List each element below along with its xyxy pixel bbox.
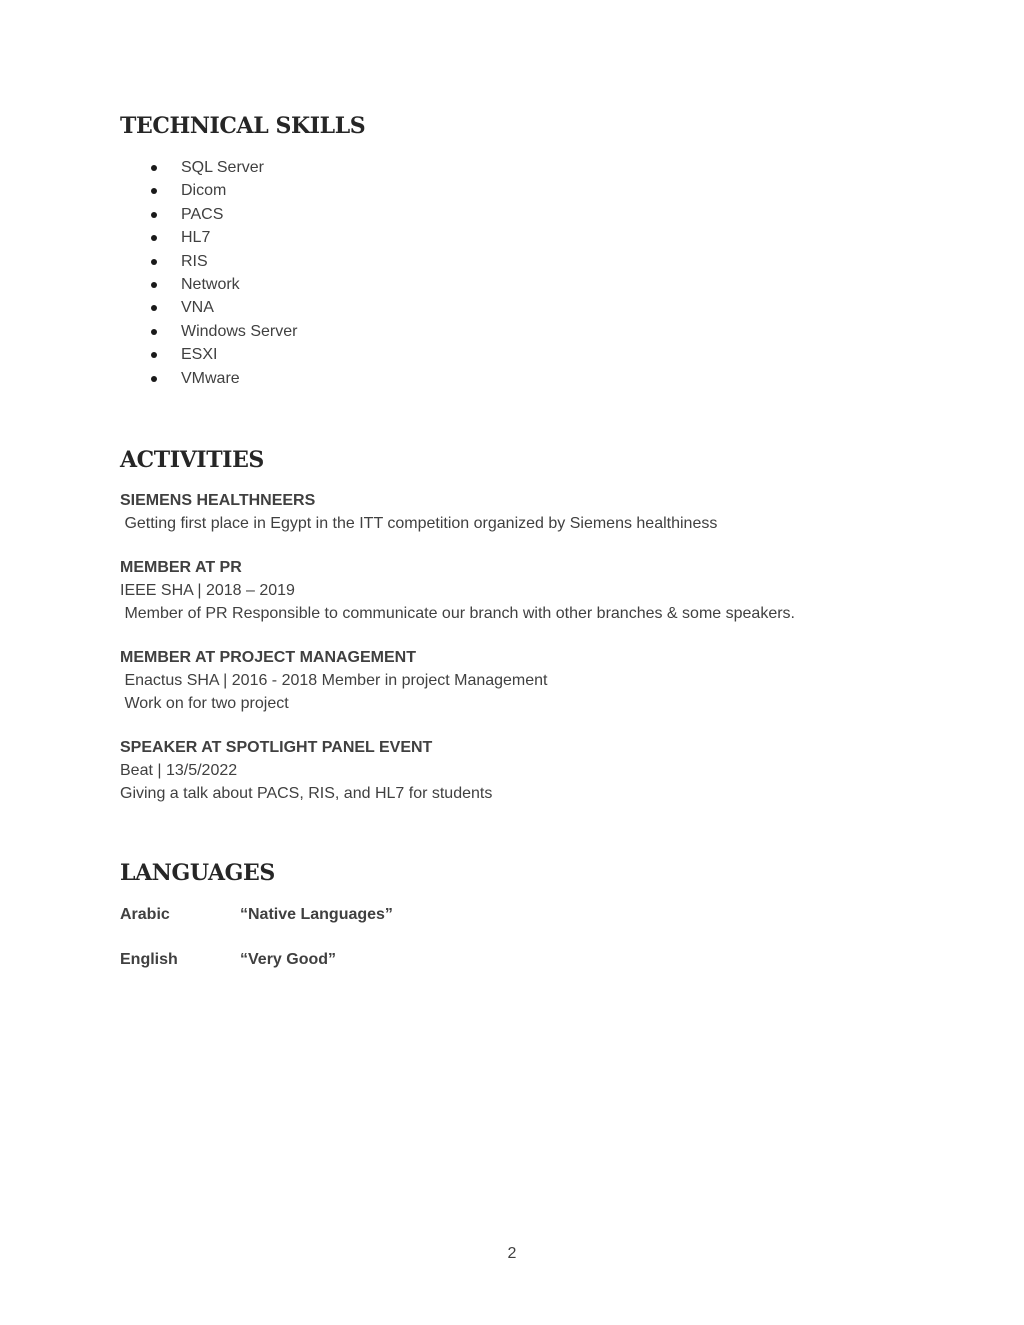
skill-item (120, 179, 297, 202)
skill-label: Network (181, 275, 240, 293)
skill-item (120, 226, 297, 249)
activity-description: Giving a talk about PACS, RIS, and HL7 for students (120, 785, 493, 802)
activity-entry (120, 646, 548, 715)
skill-item (120, 203, 297, 226)
activity-title: SPEAKER AT SPOTLIGHT PANEL EVENT (120, 739, 433, 756)
bullet-icon (151, 352, 157, 358)
skill-label: RIS (181, 252, 208, 270)
skill-label: PACS (181, 205, 224, 223)
skill-label: Windows Server (181, 322, 298, 340)
activity-description: Member of PR Responsible to communicate our branch with other branches & some speakers. (120, 605, 795, 622)
activity-organization: Enactus SHA | 2016 - 2018 Member in project Management (120, 672, 548, 689)
languages-heading: LANGUAGES (120, 860, 275, 886)
bullet-icon (151, 305, 157, 311)
activity-organization: IEEE SHA | 2018 – 2019 (120, 582, 295, 599)
activity-entry (120, 489, 717, 535)
bullet-icon (151, 329, 157, 335)
skill-item (120, 320, 297, 343)
skill-item (120, 273, 297, 296)
resume-page (120, 0, 980, 1325)
activity-title: MEMBER AT PROJECT MANAGEMENT (120, 649, 416, 666)
technical-skills-list (120, 156, 297, 390)
bullet-icon (151, 282, 157, 288)
skill-item (120, 367, 297, 390)
bullet-icon (151, 188, 157, 194)
language-name: English (120, 951, 178, 968)
skill-item (120, 156, 297, 179)
activity-description: Work on for two project (120, 695, 289, 712)
page-number: 2 (507, 1245, 517, 1262)
technical-skills-heading: TECHNICAL SKILLS (120, 113, 366, 139)
skill-item (120, 343, 297, 366)
bullet-icon (151, 235, 157, 241)
activity-organization: Beat | 13/5/2022 (120, 762, 238, 779)
skill-item (120, 250, 297, 273)
activity-description: Getting first place in Egypt in the ITT competition organized by Siemens healthiness (120, 515, 718, 532)
language-name: Arabic (120, 906, 170, 923)
activity-title: MEMBER AT PR (120, 559, 242, 576)
activity-entry (120, 556, 795, 625)
activity-entry (120, 736, 492, 805)
bullet-icon (151, 165, 157, 171)
activities-heading: ACTIVITIES (120, 447, 264, 473)
skill-item (120, 296, 297, 319)
bullet-icon (151, 259, 157, 265)
skill-label: ESXI (181, 346, 218, 364)
skill-label: Dicom (181, 182, 227, 200)
activity-title: SIEMENS HEALTHNEERS (120, 492, 316, 509)
bullet-icon (151, 212, 157, 218)
skill-label: VMware (181, 369, 240, 387)
language-level: “Very Good” (240, 951, 337, 968)
skill-label: SQL Server (181, 159, 264, 176)
skill-label: HL7 (181, 229, 211, 247)
language-level: “Native Languages” (240, 906, 393, 923)
bullet-icon (151, 376, 157, 382)
skill-label: VNA (181, 299, 214, 317)
